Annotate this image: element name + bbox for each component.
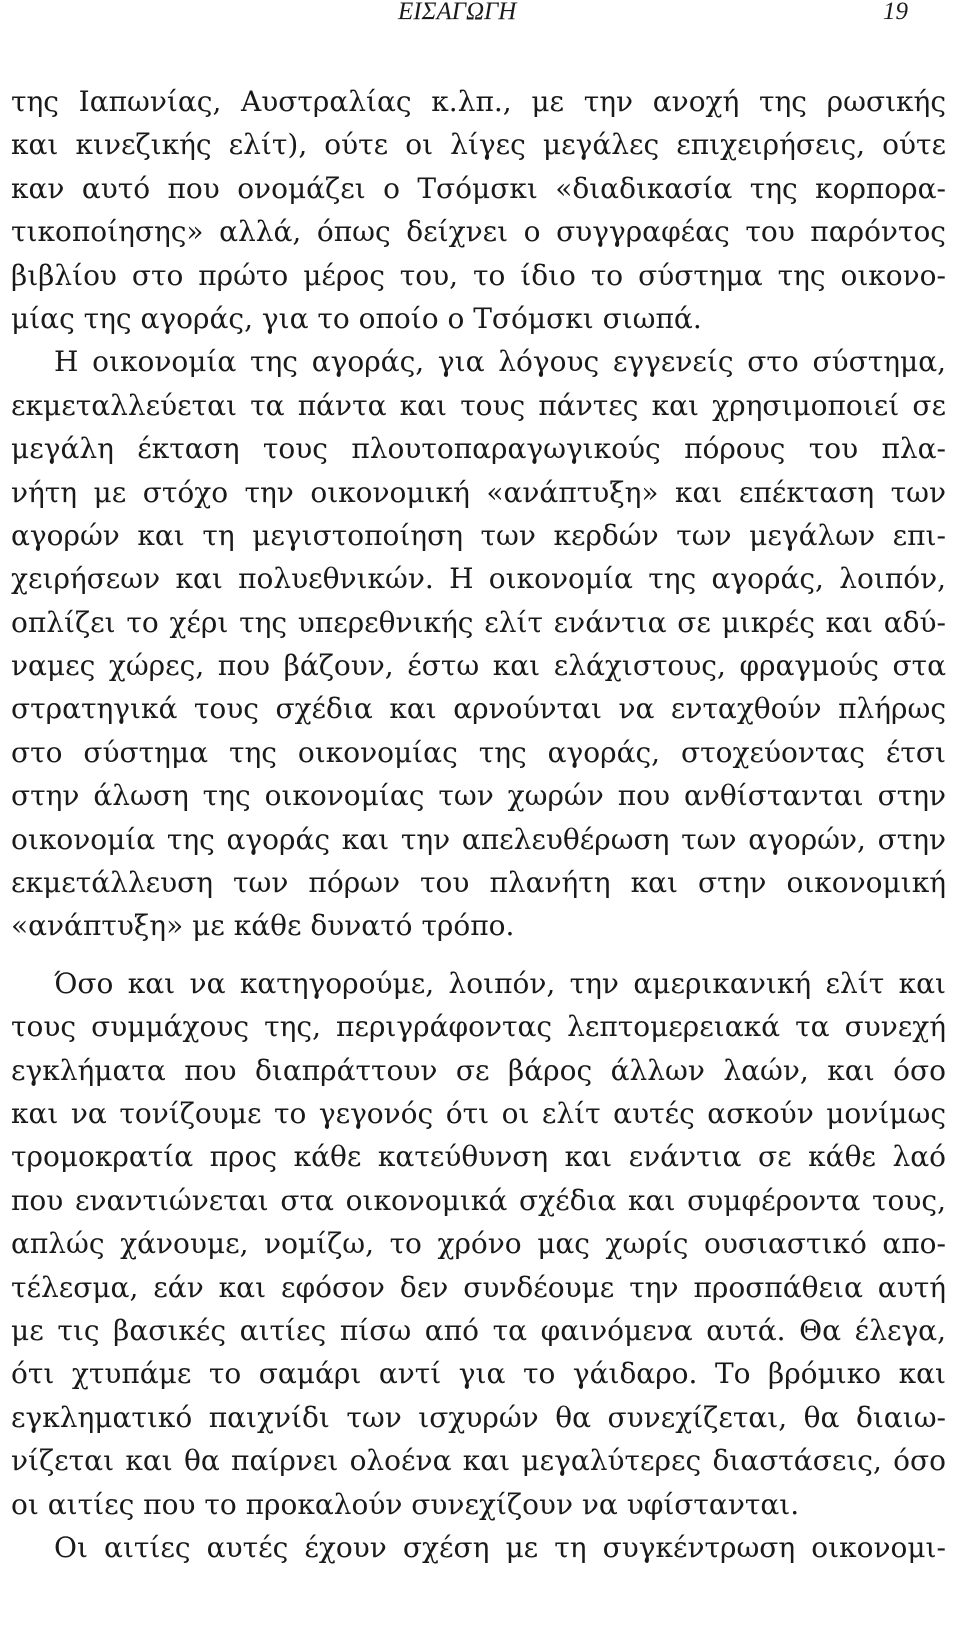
running-head xyxy=(0,0,960,36)
text-line: χειρήσεων και πολυεθνικών. Η οικονομία της αγοράς, λοιπόν, xyxy=(11,562,946,596)
text-line: οι αιτίες που το προκαλούν συνεχίζουν να υφίστανται. xyxy=(11,1487,800,1521)
paragraph xyxy=(11,962,946,1526)
text-line: εκμεταλλεύεται τα πάντα και τους πάντες και χρησιμοποιεί σε xyxy=(11,388,946,422)
text-line: βιβλίου στο πρώτο μέρος του, το ίδιο το σύστημα της οικονο- xyxy=(11,258,946,292)
text-line: και κινεζικής ελίτ), ούτε οι λίγες μεγάλες επιχειρήσεις, ούτε xyxy=(11,128,946,162)
text-line: καν αυτό που ονομάζει ο Τσόμσκι «διαδικασία της κορπορα- xyxy=(11,171,946,205)
paragraph xyxy=(11,340,946,947)
text-line: εγκληματικό παιχνίδι των ισχυρών θα συνεχίζεται, θα διαιω- xyxy=(11,1400,946,1434)
text-line: «ανάπτυξη» με κάθε δυνατό τρόπο. xyxy=(11,909,515,943)
chapter-title: ΕΙΣΑΓΩΓΗ xyxy=(398,0,517,25)
text-line: ότι χτυπάμε το σαμάρι αντί για το γάιδαρο. Το βρόμικο και xyxy=(11,1357,946,1391)
text-line: της Ιαπωνίας, Αυστραλίας κ.λπ., με την ανοχή της ρωσικής xyxy=(11,85,946,118)
text-line: Η οικονομία της αγοράς, για λόγους εγγενείς στο σύστημα, xyxy=(54,345,946,379)
text-line: Οι αιτίες αυτές έχουν σχέση με τη συγκέντρωση οικονομι- xyxy=(54,1530,946,1564)
text-line: οικονομία της αγοράς και την απελευθέρωση των αγορών, στην xyxy=(11,822,946,856)
paragraph xyxy=(11,1526,946,1569)
text-line: τρομοκρατία προς κάθε κατεύθυνση και ενάντια σε κάθε λαό xyxy=(11,1140,946,1174)
page-number: 19 xyxy=(883,0,908,25)
paragraph xyxy=(11,80,946,340)
text-line: στρατηγικά τους σχέδια και αρνούνται να ενταχθούν πλήρως xyxy=(11,692,946,726)
text-line: αγορών και τη μεγιστοποίηση των κερδών των μεγάλων επι- xyxy=(11,518,946,552)
text-line: μεγάλη έκταση τους πλουτοπαραγωγικούς πόρους του πλα- xyxy=(11,432,946,466)
text-line: εκμετάλλευση των πόρων του πλανήτη και στην οικονομική xyxy=(11,866,946,900)
text-line: που εναντιώνεται στα οικονομικά σχέδια και συμφέροντα τους, xyxy=(11,1183,946,1217)
text-line: στο σύστημα της οικονομίας της αγοράς, στοχεύοντας έτσι xyxy=(11,735,946,769)
text-line: τους συμμάχους της, περιγράφοντας λεπτομερειακά τα συνεχή xyxy=(11,1010,946,1044)
text-line: εγκλήματα που διαπράττουν σε βάρος άλλων λαών, και όσο xyxy=(11,1053,946,1087)
text-line: με τις βασικές αιτίες πίσω από τα φαινόμενα αυτά. Θα έλεγα, xyxy=(11,1313,946,1347)
text-line: απλώς χάνουμε, νομίζω, το χρόνο μας χωρίς ουσιαστικό απο- xyxy=(11,1227,946,1261)
text-line: και να τονίζουμε το γεγονός ότι οι ελίτ αυτές ασκούν μονίμως xyxy=(11,1096,946,1130)
text-line: νίζεται και θα παίρνει ολοένα και μεγαλύτερες διαστάσεις, όσο xyxy=(11,1444,946,1478)
text-line: μίας της αγοράς, για το οποίο ο Τσόμσκι σιωπά. xyxy=(11,301,702,335)
text-line: οπλίζει το χέρι της υπερεθνικής ελίτ ενάντια σε μικρές και αδύ- xyxy=(11,605,946,639)
text-line: τέλεσμα, εάν και εφόσον δεν συνδέουμε την προσπάθεια αυτή xyxy=(11,1270,946,1304)
text-line: στην άλωση της οικονομίας των χωρών που ανθίστανται στην xyxy=(11,779,946,813)
body-text xyxy=(11,80,946,1569)
text-line: τικοποίησης» αλλά, όπως δείχνει ο συγγραφέας του παρόντος xyxy=(11,215,946,249)
text-line: Όσο και να κατηγορούμε, λοιπόν, την αμερικανική ελίτ και xyxy=(54,966,946,1000)
text-line: νήτη με στόχο την οικονομική «ανάπτυξη» και επέκταση των xyxy=(11,475,946,509)
text-line: ναμες χώρες, που βάζουν, έστω και ελάχιστους, φραγμούς στα xyxy=(11,649,946,683)
